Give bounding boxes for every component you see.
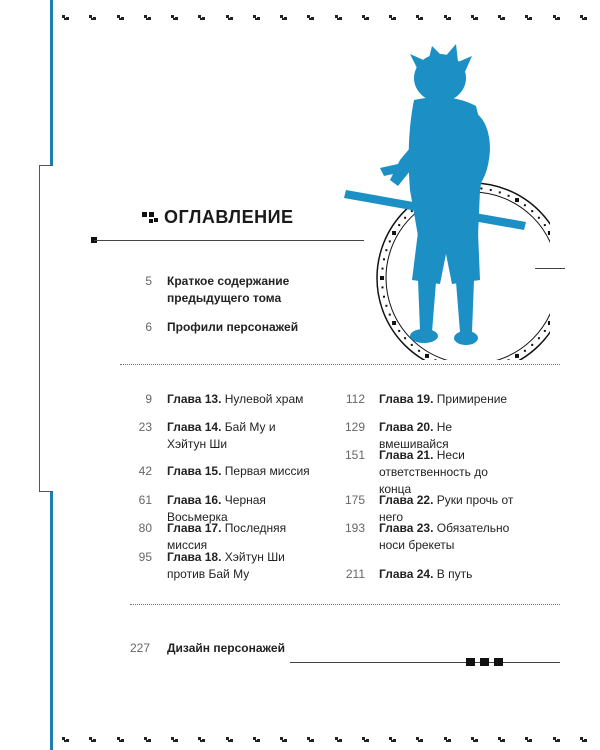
chapter-title: Хэйтун Ши против Бай Му bbox=[167, 550, 285, 581]
toc-page-number: 193 bbox=[344, 521, 365, 535]
toc-page-number: 6 bbox=[145, 320, 152, 334]
chapter-title: Первая миссия bbox=[224, 464, 310, 478]
clock-tick bbox=[531, 210, 533, 212]
border-dot-icon bbox=[89, 15, 96, 20]
clock-tick bbox=[404, 217, 406, 219]
toc-page-number: 5 bbox=[145, 274, 152, 288]
clock-tick bbox=[434, 359, 436, 360]
border-dot-icon bbox=[580, 15, 587, 20]
border-dot-icon bbox=[89, 737, 96, 742]
chapter-title: Черная Восьмерка bbox=[167, 493, 266, 524]
toc-page-number: 95 bbox=[138, 550, 152, 564]
clock-tick bbox=[389, 240, 391, 242]
chapter-label: Глава 14. bbox=[167, 420, 222, 434]
chapter-title: Последняя миссия bbox=[167, 521, 287, 552]
page-title: ОГЛАВЛЕНИЕ bbox=[164, 207, 294, 227]
heading-rule bbox=[94, 240, 364, 241]
chapter-label: Глава 22. bbox=[379, 493, 434, 507]
chapter-title: Обязательно носи брекеты bbox=[379, 521, 510, 552]
chapter-label: Глава 17. bbox=[167, 521, 222, 535]
toc-page-number: 129 bbox=[344, 420, 365, 434]
rule-square bbox=[480, 658, 489, 666]
clock-tick bbox=[480, 187, 482, 189]
dotted-separator bbox=[120, 364, 560, 365]
dotted-separator bbox=[130, 604, 560, 605]
border-dot-icon bbox=[553, 15, 560, 20]
border-dot-icon bbox=[498, 737, 505, 742]
top-dots-border bbox=[62, 12, 587, 22]
border-dot-icon bbox=[280, 15, 287, 20]
left-bracket-frame bbox=[39, 165, 53, 492]
clock-tick bbox=[389, 314, 391, 316]
border-dot-icon bbox=[226, 15, 233, 20]
clock-tick bbox=[398, 224, 400, 226]
clock-tick bbox=[538, 217, 540, 219]
clock-tick bbox=[383, 258, 385, 260]
chapter-title: Бай Му и Хэйтун Ши bbox=[167, 420, 276, 451]
clock-tick bbox=[515, 354, 519, 358]
border-dot-icon bbox=[171, 737, 178, 742]
border-dot-icon bbox=[525, 15, 532, 20]
chapter-label: Глава 19. bbox=[379, 392, 434, 406]
chapter-label: Глава 20. bbox=[379, 420, 434, 434]
toc-page-number: 23 bbox=[138, 420, 152, 434]
rule-square bbox=[494, 658, 503, 666]
chapter-label: Глава 15. bbox=[167, 464, 222, 478]
bottom-rule bbox=[290, 662, 560, 663]
clock-tick bbox=[544, 224, 546, 226]
border-dot-icon bbox=[525, 737, 532, 742]
clock-rule bbox=[535, 268, 565, 269]
border-dot-icon bbox=[198, 737, 205, 742]
border-dot-icon bbox=[498, 15, 505, 20]
border-dot-icon bbox=[444, 737, 451, 742]
toc-page-number: 151 bbox=[344, 448, 365, 462]
toc-entry-profiles[interactable]: Профили персонажей bbox=[167, 320, 299, 334]
toc-entry-summary[interactable]: Краткое содержание предыдущего тома bbox=[167, 274, 290, 305]
clock-tick bbox=[538, 337, 540, 339]
clock-tick bbox=[524, 204, 526, 206]
clock-tick bbox=[425, 354, 429, 358]
border-dot-icon bbox=[62, 15, 69, 20]
clock-tick bbox=[392, 321, 396, 325]
chapter-title: Руки прочь от него bbox=[379, 493, 514, 524]
border-dot-icon bbox=[307, 15, 314, 20]
border-dot-icon bbox=[144, 15, 151, 20]
border-dot-icon bbox=[62, 737, 69, 742]
toc-page-number: 42 bbox=[138, 464, 152, 478]
toc-page-number: 175 bbox=[344, 493, 365, 507]
clock-tick bbox=[385, 249, 387, 251]
border-dot-icon bbox=[362, 15, 369, 20]
toc-chapter-entry[interactable] bbox=[167, 419, 317, 453]
border-dot-icon bbox=[307, 737, 314, 742]
chapter-label: Глава 16. bbox=[167, 493, 222, 507]
toc-chapter-entry[interactable] bbox=[379, 520, 519, 554]
clock-tick bbox=[515, 198, 519, 202]
border-dot-icon bbox=[253, 15, 260, 20]
border-dot-icon bbox=[198, 15, 205, 20]
toc-page-number: 9 bbox=[145, 392, 152, 406]
clock-tick bbox=[392, 231, 396, 235]
chapter-title: В путь bbox=[436, 567, 473, 581]
clock-tick bbox=[381, 268, 383, 270]
border-dot-icon bbox=[389, 15, 396, 20]
chapter-title: Нулевой храм bbox=[224, 392, 304, 406]
toc-chapter-entry[interactable] bbox=[379, 447, 519, 498]
toc-page-number: 112 bbox=[345, 392, 365, 406]
border-dot-icon bbox=[444, 15, 451, 20]
border-dot-icon bbox=[144, 737, 151, 742]
border-dot-icon bbox=[280, 737, 287, 742]
clock-tick bbox=[508, 195, 510, 197]
toc-chapter-entry[interactable] bbox=[167, 391, 317, 408]
chapter-title: Неси ответственность до конца bbox=[379, 448, 488, 496]
border-dot-icon bbox=[389, 737, 396, 742]
border-dot-icon bbox=[253, 737, 260, 742]
clock-tick bbox=[499, 191, 501, 193]
border-dot-icon bbox=[171, 15, 178, 20]
border-dot-icon bbox=[117, 15, 124, 20]
chapter-label: Глава 18. bbox=[167, 550, 222, 564]
chapter-label: Глава 23. bbox=[379, 521, 434, 535]
clock-tick bbox=[381, 286, 383, 288]
chapter-title: Примирение bbox=[436, 392, 508, 406]
character-silhouette-icon bbox=[340, 40, 550, 360]
chapter-title: Не вмешивайся bbox=[379, 420, 453, 451]
border-dot-icon bbox=[226, 737, 233, 742]
clock-tick bbox=[383, 296, 385, 298]
clock-tick bbox=[508, 359, 510, 360]
toc-chapter-entry[interactable] bbox=[167, 463, 317, 480]
clock-tick bbox=[398, 330, 400, 332]
border-dot-icon bbox=[580, 737, 587, 742]
clock-tick bbox=[380, 276, 384, 280]
toc-chapter-entry[interactable] bbox=[379, 391, 519, 408]
chapter-label: Глава 24. bbox=[379, 567, 434, 581]
border-dot-icon bbox=[553, 737, 560, 742]
clock-tick bbox=[548, 321, 550, 325]
border-dot-icon bbox=[471, 737, 478, 742]
border-dot-icon bbox=[117, 737, 124, 742]
border-dot-icon bbox=[335, 737, 342, 742]
clock-tick bbox=[490, 189, 492, 191]
clock-tick bbox=[404, 337, 406, 339]
toc-chapter-entry[interactable] bbox=[379, 566, 519, 583]
clock-tick bbox=[524, 350, 526, 352]
chapter-label: Глава 13. bbox=[167, 392, 222, 406]
toc-chapter-entry[interactable] bbox=[167, 549, 317, 583]
clock-tick bbox=[544, 330, 546, 332]
rule-square bbox=[466, 658, 475, 666]
border-dot-icon bbox=[362, 737, 369, 742]
toc-page-number: 211 bbox=[345, 567, 365, 581]
chapter-label: Глава 21. bbox=[379, 448, 434, 462]
bottom-dots-border bbox=[62, 734, 587, 744]
clock-tick bbox=[548, 231, 550, 235]
clock-tick bbox=[411, 344, 413, 346]
pixel-squares-icon bbox=[142, 212, 158, 224]
clock-tick bbox=[418, 350, 420, 352]
toc-page-number: 80 bbox=[138, 521, 152, 535]
toc-entry-character-design[interactable]: Дизайн персонажей bbox=[167, 641, 285, 655]
border-dot-icon bbox=[416, 15, 423, 20]
clock-tick bbox=[385, 305, 387, 307]
border-dot-icon bbox=[416, 737, 423, 742]
clock-tick bbox=[411, 210, 413, 212]
toc-page-number: 227 bbox=[129, 641, 150, 655]
clock-tick bbox=[531, 344, 533, 346]
border-dot-icon bbox=[335, 15, 342, 20]
toc-page-number: 61 bbox=[138, 493, 152, 507]
border-dot-icon bbox=[471, 15, 478, 20]
